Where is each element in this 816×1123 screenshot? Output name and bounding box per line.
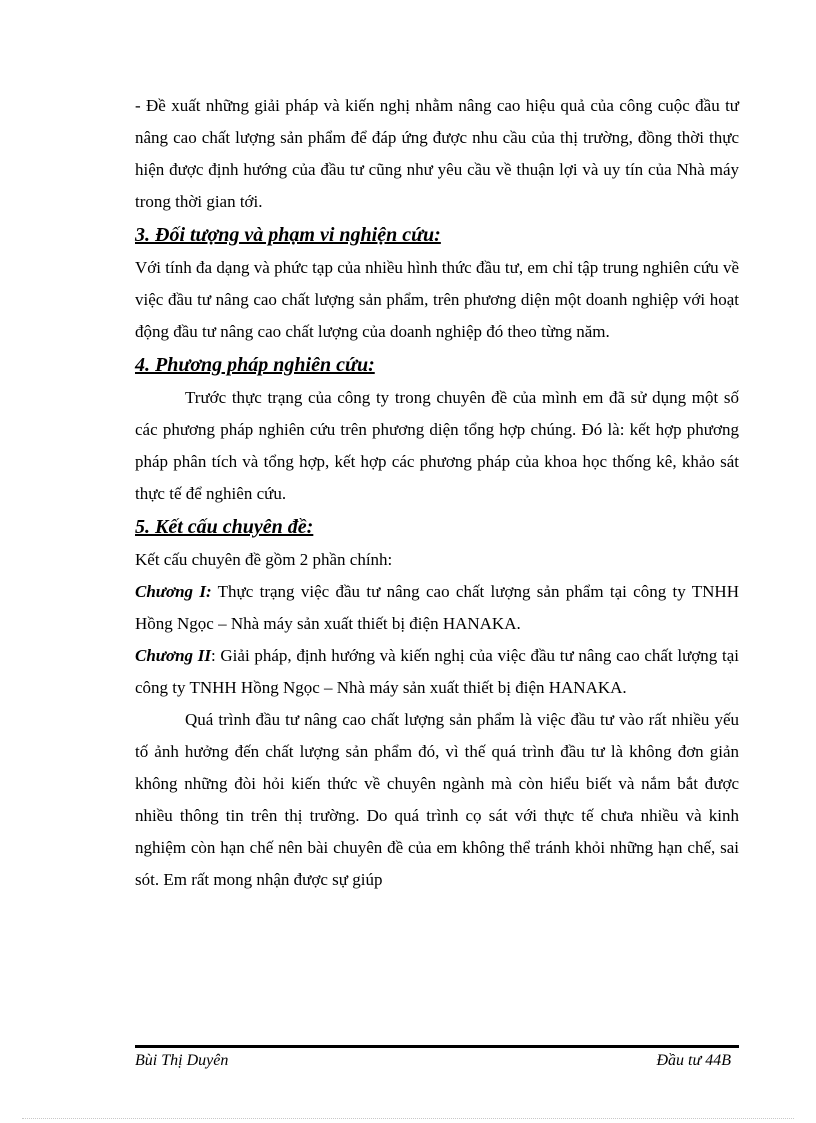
page-content xyxy=(135,90,739,896)
section-3-heading: 3. Đối tượng và phạm vi nghiện cứu: xyxy=(135,224,441,246)
footer-rule-thin xyxy=(135,1047,739,1048)
chapter-1-label: Chương I: xyxy=(135,582,212,601)
section-4-text: Trước thực trạng của công ty trong chuyên đề của mình em đã sử dụng một số các phương pháp nghiên cứu trên phương diện tổng hợp chúng. Đó là: kết hợp phương pháp phân tích và tổng hợp, kết hợp các phương pháp của khoa học thống kê, khảo sát thực tế để nghiên cứu. xyxy=(135,388,739,503)
chapter-2-label: Chương II xyxy=(135,646,211,665)
page-bottom-dotted-border xyxy=(22,1118,794,1119)
chapter-2-text: : Giải pháp, định hướng và kiến nghị của việc đầu tư nâng cao chất lượng tại công ty TNHH Hồng Ngọc – Nhà máy sản xuất thiết bị điện HANAKA. xyxy=(135,646,739,697)
section-5-heading: 5. Kết cấu chuyên đề: xyxy=(135,516,314,538)
chapter-1-paragraph xyxy=(135,576,739,640)
section-5-intro: Kết cấu chuyên đề gồm 2 phần chính: xyxy=(135,550,393,569)
section-3-text: Với tính đa dạng và phức tạp của nhiều hình thức đầu tư, em chỉ tập trung nghiên cứu về việc đầu tư nâng cao chất lượng sản phẩm, trên phương diện một doanh nghiệp với hoạt động đầu tư nâng cao chất lượng của doanh nghiệp đó theo từng năm. xyxy=(135,258,739,341)
footer-class: Đầu tư 44B xyxy=(656,1052,731,1069)
chapter-2-paragraph xyxy=(135,640,739,704)
chapter-1-text: Thực trạng việc đầu tư nâng cao chất lượng sản phẩm tại công ty TNHH Hồng Ngọc – Nhà máy sản xuất thiết bị điện HANAKA. xyxy=(135,582,739,633)
footer-author: Bùi Thị Duyên xyxy=(135,1052,229,1069)
intro-paragraph: - Đề xuất những giải pháp và kiến nghị nhằm nâng cao hiệu quả của công cuộc đầu tư nâng cao chất lượng sản phẩm để đáp ứng được nhu cầu của thị trường, đồng thời thực hiện được định hướng của đầu tư cũng như yêu cầu về thuận lợi và uy tín của Nhà máy trong thời gian tới. xyxy=(135,96,739,211)
closing-paragraph: Quá trình đầu tư nâng cao chất lượng sản phẩm là việc đầu tư vào rất nhiều yếu tố ảnh hưởng đến chất lượng sản phẩm đó, vì thế quá trình đầu tư là không đơn giản không những đòi hỏi kiến thức về chuyên ngành mà còn hiểu biết và nắm bắt được nhiều thông tin trên thị trường. Do quá trình cọ sát với thực tế chưa nhiều và kinh nghiệm còn hạn chế nên bài chuyên đề của em không thể tránh khỏi những hạn chế, sai sót. Em rất mong nhận được sự giúp xyxy=(135,710,739,889)
footer-row xyxy=(135,1052,739,1070)
section-4-heading: 4. Phương pháp nghiên cứu: xyxy=(135,354,375,376)
page-footer xyxy=(135,1045,739,1070)
